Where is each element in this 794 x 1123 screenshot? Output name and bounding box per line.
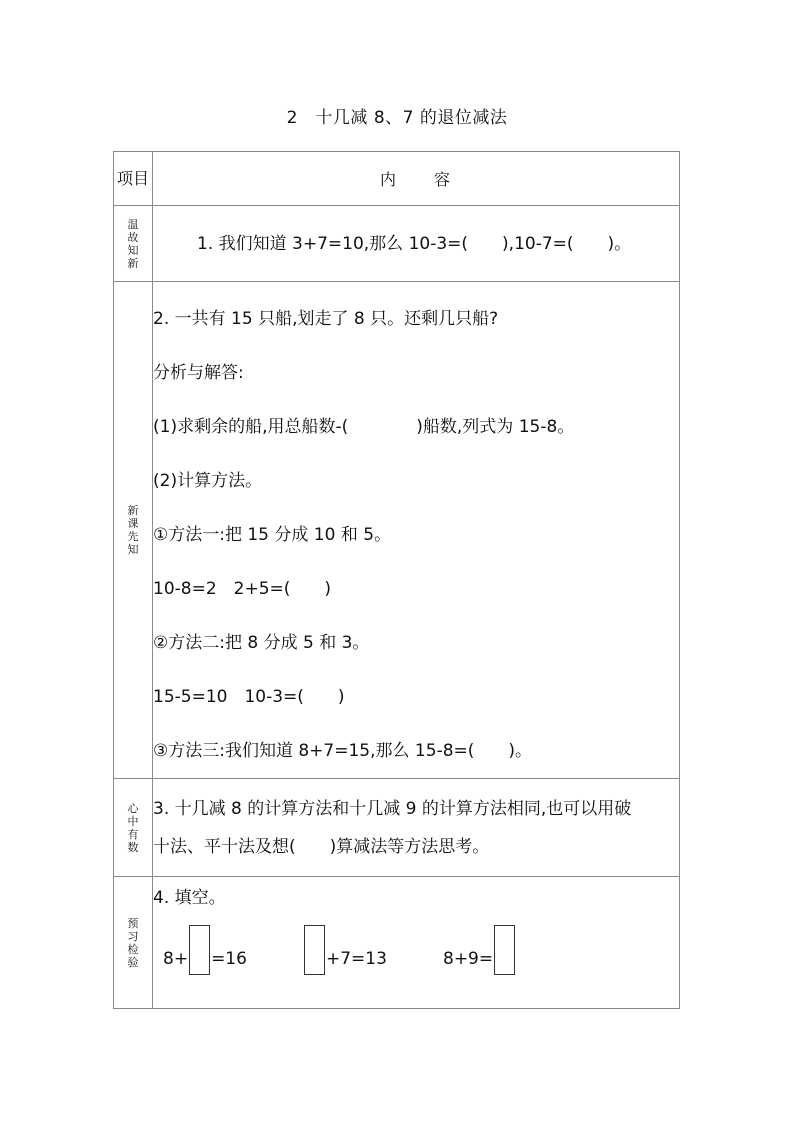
- question-3-line-1: 3. 十几减 8 的计算方法和十几减 9 的计算方法相同,也可以用破: [153, 798, 632, 819]
- answer-box[interactable]: [304, 925, 325, 975]
- exercise-2-after: +7=13: [326, 949, 387, 969]
- table-row: [114, 779, 680, 877]
- worksheet-table: [113, 151, 680, 1009]
- method-1: ①方法一:把 15 分成 10 和 5。: [153, 525, 392, 545]
- page-title: 2 十几减 8、7 的退位减法: [286, 108, 508, 128]
- question-1: 1. 我们知道 3+7=10,那么 10-3=( ),10-7=( )。: [197, 233, 632, 254]
- row-label-preview: 预 习 检 验: [114, 877, 153, 1009]
- exercise-3-before: 8+9=: [443, 949, 494, 969]
- table-row: [114, 206, 680, 282]
- fill-in-exercises: [153, 909, 679, 987]
- method-2-calc: 15-5=10 10-3=( ): [153, 687, 345, 707]
- question-2: 2. 一共有 15 只船,划走了 8 只。还剩几只船?: [153, 309, 499, 329]
- table-row: [114, 877, 680, 1009]
- question-3-line-2: 十法、平十法及想( )算减法等方法思考。: [153, 836, 490, 857]
- row-label-summary: 心 中 有 数: [114, 779, 153, 877]
- row-content-summary: [153, 779, 680, 877]
- analysis-step-2: (2)计算方法。: [153, 471, 263, 491]
- header-item: 项目: [114, 152, 153, 206]
- analysis-heading: 分析与解答:: [153, 363, 244, 383]
- exercise-1-before: 8+: [163, 949, 189, 969]
- method-1-calc: 10-8=2 2+5=( ): [153, 579, 332, 599]
- table-row: [114, 282, 680, 779]
- question-4: 4. 填空。: [153, 888, 226, 908]
- table-header-row: [114, 152, 680, 206]
- method-3: ③方法三:我们知道 8+7=15,那么 15-8=( )。: [153, 741, 533, 761]
- analysis-step-1: (1)求剩余的船,用总船数-( )船数,列式为 15-8。: [153, 417, 575, 437]
- header-content: 内 容: [153, 152, 680, 206]
- row-content-new-lesson: [153, 282, 680, 779]
- row-label-review: 温 故 知 新: [114, 206, 153, 282]
- method-2: ②方法二:把 8 分成 5 和 3。: [153, 633, 370, 653]
- exercise-1-after: =16: [211, 949, 247, 969]
- exercise-1: [163, 919, 247, 969]
- row-content-preview: [153, 877, 680, 1009]
- row-label-new-lesson: 新 课 先 知: [114, 282, 153, 779]
- exercise-2: [303, 919, 387, 969]
- answer-box[interactable]: [494, 925, 515, 975]
- row-content-review: [153, 206, 680, 282]
- exercise-3: [443, 919, 516, 969]
- answer-box[interactable]: [189, 925, 210, 975]
